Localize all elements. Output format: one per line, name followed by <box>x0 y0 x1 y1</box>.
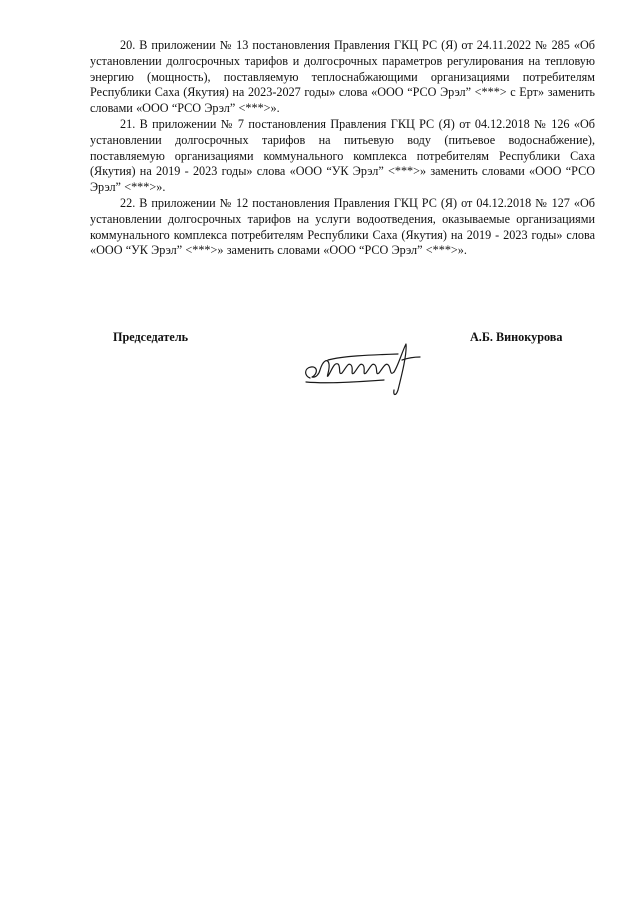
document-body <box>90 38 595 259</box>
paragraph-22: 22. В приложении № 12 постановления Правления ГКЦ РС (Я) от 04.12.2018 № 127 «Об установлении долгосрочных тарифов на услуги водоотведения, оказываемые организациями коммунального комплекса потребителям Республики Саха (Якутия) на 2019 - 2023 годы» слова «ООО “УК Эрэл” <***>» заменить словами «ООО “РСО Эрэл” <***>». <box>90 195 595 258</box>
signature-block <box>0 330 640 390</box>
signatory-title: Председатель <box>113 330 189 344</box>
paragraph-21: 21. В приложении № 7 постановления Правления ГКЦ РС (Я) от 04.12.2018 № 126 «Об установлении долгосрочных тарифов на питьевую воду (питьевое водоснабжение), поставляемую организациями коммунального комплекса потребителям Республики Саха (Якутия) на 2019 - 2023 годы» слова «ООО “УК Эрэл” <***>» заменить словами «ООО “РСО Эрэл” <***>». <box>90 116 595 195</box>
paragraph-20: 20. В приложении № 13 постановления Правления ГКЦ РС (Я) от 24.11.2022 № 285 «Об установлении долгосрочных тарифов и долгосрочных параметров регулирования на тепловую энергию (мощность), поставляемую теплоснабжающими организациями потребителям Республики Саха (Якутия) на 2023-2027 годы» слова «ООО “РСО Эрэл” <***> с Ерт» заменить словами «ООО “РСО Эрэл” <***>». <box>90 38 595 116</box>
handwritten-signature <box>298 340 428 400</box>
signatory-name: А.Б. Винокурова <box>470 330 563 344</box>
